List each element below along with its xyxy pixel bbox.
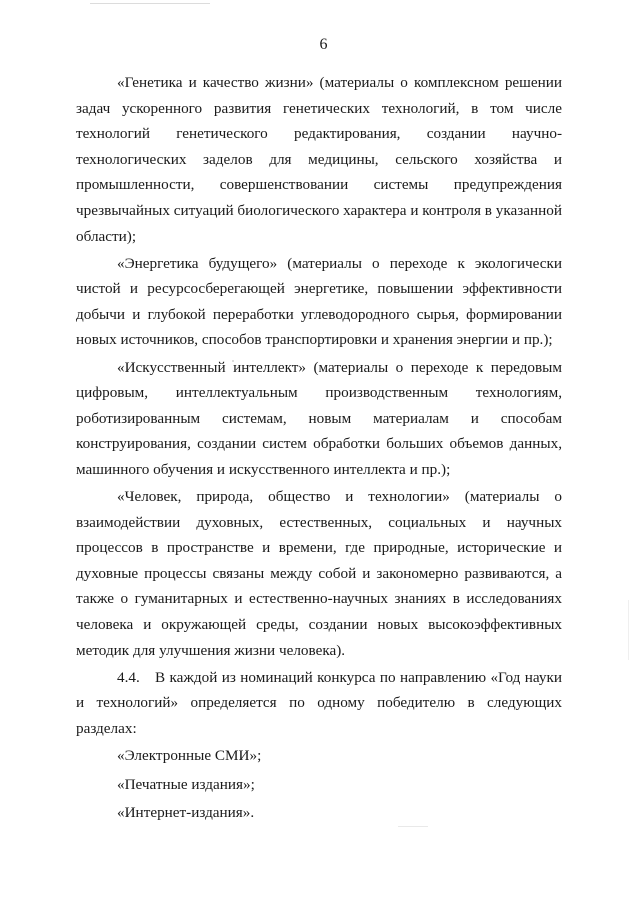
- paragraph-genetics: «Генетика и качество жизни» (материалы о комплексном решении задач ускоренного развития генетических технологий, в том числе технологий генетического редактирования, создании научно-технологических заделов для медицины, сельского хозяйства и промышленности, совершенствовании системы предупреждения чрезвычайных ситуаций биологического характера и контроля в указанной области);: [76, 74, 562, 245]
- paragraph-human-nature: «Человек, природа, общество и технологии» (материалы о взаимодействии духовных, естественных, социальных и научных процессов в пространстве и времени, где природные, исторические и духовные процессы связаны между собой и закономерно развиваются, а также о гуманитарных и естественно-научных знаниях в исследованиях человека и окружающей среды, создании новых высокоэффективных методик для улучшения жизни человека).: [76, 488, 562, 659]
- paragraph-energy: «Энергетика будущего» (материалы о переходе к экологически чистой и ресурсосберегающей энергетике, повышении эффективности добычи и глубокой переработки углеводородного сырья, формировании новых источников, способов транспортировки и хранения энергии и пр.);: [76, 254, 562, 349]
- section-item-print-media: «Печатные издания»;: [117, 775, 255, 793]
- page-number: 6: [319, 36, 328, 53]
- scan-artifact-edge: [628, 600, 629, 660]
- paragraph-4-4: 4.4. В каждой из номинаций конкурса по направлению «Год науки и технологий» определяется по одному победителю в следующих разделах:: [76, 668, 562, 737]
- document-body: [76, 70, 562, 829]
- section-item-electronic-media: «Электронные СМИ»;: [117, 746, 262, 764]
- section-item-internet-media: «Интернет-издания».: [117, 804, 255, 822]
- scan-artifact-line: [90, 3, 210, 4]
- paragraph-ai: «Искусственный интеллект» (материалы о переходе к передовым цифровым, интеллектуальным производственным технологиям, роботизированным системам, новым материалам и способам конструирования, создании систем обработки больших объемов данных, машинного обучения и искусственного интеллекта и пр.);: [76, 358, 562, 478]
